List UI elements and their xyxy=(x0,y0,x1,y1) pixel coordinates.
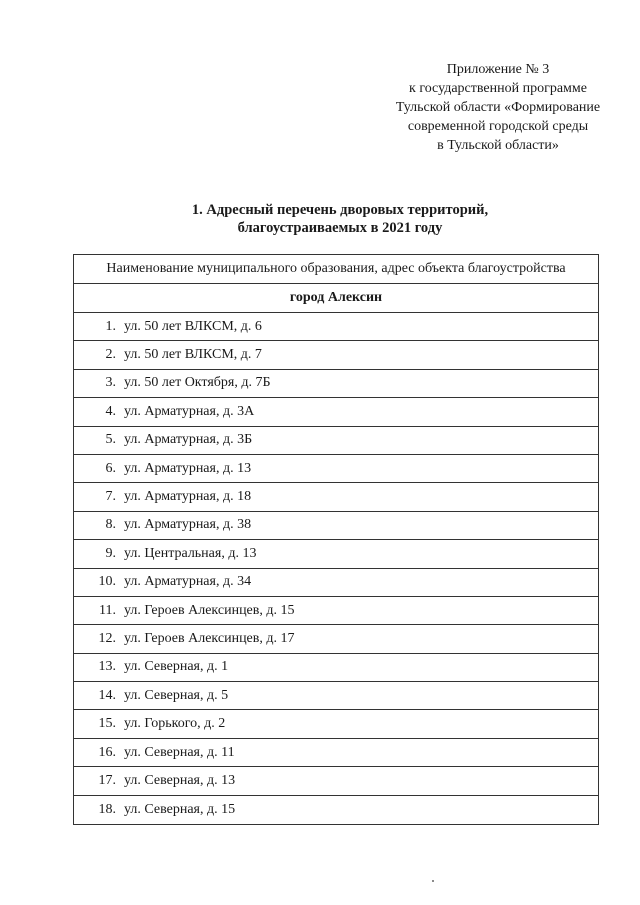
row-number: 10. xyxy=(98,574,116,590)
row-address: ул. Арматурная, д. 34 xyxy=(124,574,252,590)
row-address: ул. Арматурная, д. 3Б xyxy=(124,432,253,448)
row-number: 6. xyxy=(105,460,116,476)
appendix-line: в Тульской области» xyxy=(437,138,559,153)
table-header-label: Наименование муниципального образования, адрес объекта благоустройства xyxy=(106,261,566,276)
scan-speck xyxy=(432,880,434,882)
row-number: 9. xyxy=(105,545,116,561)
row-number: 12. xyxy=(98,630,116,646)
row-number: 7. xyxy=(105,489,116,505)
row-number: 3. xyxy=(105,375,116,391)
city-row xyxy=(74,284,598,313)
appendix-line: к государственной программе xyxy=(409,81,587,96)
table-row xyxy=(74,710,598,738)
row-address: ул. 50 лет ВЛКСМ, д. 6 xyxy=(124,318,262,334)
row-address: ул. Северная, д. 15 xyxy=(124,801,236,817)
row-address: ул. Северная, д. 13 xyxy=(124,772,236,788)
address-table xyxy=(73,254,599,825)
table-row xyxy=(74,739,598,767)
row-number: 14. xyxy=(98,687,116,703)
row-address: ул. 50 лет ВЛКСМ, д. 7 xyxy=(124,347,262,363)
table-row xyxy=(74,540,598,568)
table-row xyxy=(74,341,598,369)
document-title xyxy=(60,201,620,237)
table-row xyxy=(74,313,598,341)
row-address: ул. Арматурная, д. 18 xyxy=(124,489,252,505)
table-row xyxy=(74,597,598,625)
title-line: 1. Адресный перечень дворовых территорий, xyxy=(191,202,489,218)
table-row xyxy=(74,569,598,597)
row-address: ул. Героев Алексинцев, д. 17 xyxy=(124,630,295,646)
row-address: ул. Героев Алексинцев, д. 15 xyxy=(124,602,295,618)
table-row xyxy=(74,767,598,795)
title-line: благоустраиваемых в 2021 году xyxy=(237,220,443,236)
table-header xyxy=(74,255,598,284)
appendix-line: Тульской области «Формирование xyxy=(395,100,601,115)
table-row xyxy=(74,625,598,653)
table-row xyxy=(74,796,598,824)
row-address: ул. Северная, д. 11 xyxy=(124,744,235,760)
row-number: 17. xyxy=(98,772,116,788)
row-number: 4. xyxy=(105,403,116,419)
row-number: 8. xyxy=(105,517,116,533)
row-address: ул. 50 лет Октября, д. 7Б xyxy=(124,375,271,391)
table-row xyxy=(74,455,598,483)
row-number: 5. xyxy=(105,432,116,448)
table-row xyxy=(74,512,598,540)
city-name: город Алексин xyxy=(289,290,383,305)
row-address: ул. Горького, д. 2 xyxy=(124,716,226,732)
table-row xyxy=(74,398,598,426)
row-number: 15. xyxy=(98,716,116,732)
row-address: ул. Северная, д. 5 xyxy=(124,687,229,703)
row-number: 11. xyxy=(99,602,116,618)
row-address: ул. Арматурная, д. 38 xyxy=(124,517,252,533)
table-row xyxy=(74,654,598,682)
appendix-line: современной городской среды xyxy=(407,119,589,134)
appendix-line: Приложение № 3 xyxy=(446,62,550,77)
row-address: ул. Арматурная, д. 13 xyxy=(124,460,252,476)
row-address: ул. Арматурная, д. 3А xyxy=(124,403,255,419)
table-row xyxy=(74,682,598,710)
table-row xyxy=(74,483,598,511)
table-row xyxy=(74,370,598,398)
row-address: ул. Северная, д. 1 xyxy=(124,659,229,675)
row-number: 1. xyxy=(105,318,116,334)
row-number: 2. xyxy=(105,347,116,363)
row-number: 18. xyxy=(98,801,116,817)
appendix-note xyxy=(330,60,640,155)
row-address: ул. Центральная, д. 13 xyxy=(124,545,257,561)
row-number: 13. xyxy=(98,659,116,675)
table-row xyxy=(74,427,598,455)
row-number: 16. xyxy=(98,744,116,760)
